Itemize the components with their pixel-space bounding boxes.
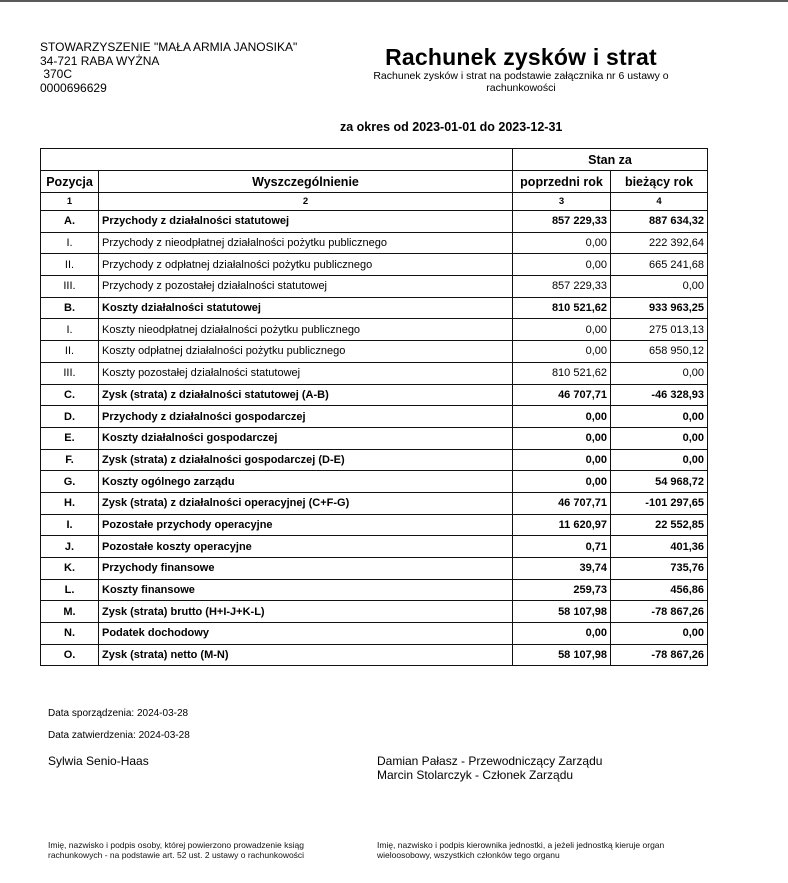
row-previous-year-value: 857 229,33 xyxy=(513,276,611,298)
row-previous-year-value: 58 107,98 xyxy=(513,601,611,623)
accountant-note-line2: rachunkowych - na podstawie art. 52 ust. 2 ustawy o rachunkowości xyxy=(48,850,305,860)
organization-name: STOWARZYSZENIE "MAŁA ARMIA JANOSIKA" xyxy=(40,40,298,54)
row-position: E. xyxy=(41,427,99,449)
board-note-line2: wieloosobowy, wszystkich członków tego organu xyxy=(377,850,560,860)
organization-krs: 0000696629 xyxy=(40,80,107,95)
table-row xyxy=(41,254,708,276)
row-current-year-value: 887 634,32 xyxy=(611,211,708,233)
board-signature-note xyxy=(377,840,664,860)
row-previous-year-value: 46 707,71 xyxy=(513,384,611,406)
row-previous-year-value: 0,00 xyxy=(513,232,611,254)
organization-address-line1: 34-721 RABA WYŻNA xyxy=(40,53,160,68)
row-description: Koszty nieodpłatnej działalności pożytku publicznego xyxy=(99,319,513,341)
row-previous-year-value: 810 521,62 xyxy=(513,297,611,319)
page-subtitle: Rachunek zysków i strat na podstawie załącznika nr 6 ustawy o rachunkowości xyxy=(373,70,669,94)
row-position: II. xyxy=(41,254,99,276)
table-row xyxy=(41,427,708,449)
row-description: Przychody z nieodpłatnej działalności pożytku publicznego xyxy=(99,232,513,254)
table-row xyxy=(41,644,708,666)
row-position: D. xyxy=(41,406,99,428)
row-current-year-value: 222 392,64 xyxy=(611,232,708,254)
row-description: Przychody z pozostałej działalności statutowej xyxy=(99,276,513,298)
title-block xyxy=(352,44,690,94)
table-column-header-row xyxy=(41,171,708,193)
board-signatures xyxy=(377,755,602,782)
table-row xyxy=(41,211,708,233)
row-previous-year-value: 58 107,98 xyxy=(513,644,611,666)
row-description: Podatek dochodowy xyxy=(99,623,513,645)
row-current-year-value: 275 013,13 xyxy=(611,319,708,341)
table-row xyxy=(41,471,708,493)
table-row xyxy=(41,579,708,601)
row-description: Pozostałe koszty operacyjne xyxy=(99,536,513,558)
row-position: A. xyxy=(41,211,99,233)
row-position: O. xyxy=(41,644,99,666)
organization-address-line2: 370C xyxy=(40,67,73,81)
row-position: H. xyxy=(41,492,99,514)
row-description: Koszty działalności statutowej xyxy=(99,297,513,319)
row-previous-year-value: 0,00 xyxy=(513,319,611,341)
table-row xyxy=(41,276,708,298)
row-previous-year-value: 11 620,97 xyxy=(513,514,611,536)
row-current-year-value: -101 297,65 xyxy=(611,492,708,514)
table-row xyxy=(41,297,708,319)
accountant-signature-note xyxy=(48,840,304,860)
column-header-pozycja: Pozycja xyxy=(41,171,99,193)
reporting-period: za okres od 2023-01-01 do 2023-12-31 xyxy=(340,120,563,134)
row-position: N. xyxy=(41,623,99,645)
table-row xyxy=(41,514,708,536)
row-previous-year-value: 0,00 xyxy=(513,406,611,428)
row-description: Koszty pozostałej działalności statutowej xyxy=(99,362,513,384)
row-description: Koszty finansowe xyxy=(99,579,513,601)
table-row xyxy=(41,232,708,254)
row-position: F. xyxy=(41,449,99,471)
row-position: C. xyxy=(41,384,99,406)
row-description: Koszty ogólnego zarządu xyxy=(99,471,513,493)
row-description: Zysk (strata) brutto (H+I-J+K-L) xyxy=(99,601,513,623)
row-current-year-value: 0,00 xyxy=(611,276,708,298)
page-top-border xyxy=(0,0,788,2)
row-position: I. xyxy=(41,514,99,536)
table-row xyxy=(41,601,708,623)
table-group-header-row xyxy=(41,149,708,171)
row-previous-year-value: 46 707,71 xyxy=(513,492,611,514)
row-current-year-value: 933 963,25 xyxy=(611,297,708,319)
table-row xyxy=(41,341,708,363)
row-current-year-value: -46 328,93 xyxy=(611,384,708,406)
row-previous-year-value: 0,00 xyxy=(513,254,611,276)
row-position: B. xyxy=(41,297,99,319)
row-position: L. xyxy=(41,579,99,601)
row-current-year-value: 735,76 xyxy=(611,558,708,580)
row-current-year-value: 0,00 xyxy=(611,362,708,384)
table-row xyxy=(41,384,708,406)
date-prepared: Data sporządzenia: 2024-03-28 xyxy=(48,708,189,719)
row-description: Zysk (strata) z działalności operacyjnej (C+F-G) xyxy=(99,492,513,514)
row-previous-year-value: 0,00 xyxy=(513,427,611,449)
table-row xyxy=(41,623,708,645)
row-position: I. xyxy=(41,232,99,254)
column-header-biezacy-rok: bieżący rok xyxy=(611,171,708,193)
row-position: J. xyxy=(41,536,99,558)
row-previous-year-value: 0,71 xyxy=(513,536,611,558)
row-current-year-value: 0,00 xyxy=(611,406,708,428)
page-title: Rachunek zysków i strat xyxy=(385,44,657,70)
row-description: Przychody finansowe xyxy=(99,558,513,580)
row-previous-year-value: 39,74 xyxy=(513,558,611,580)
row-current-year-value: -78 867,26 xyxy=(611,601,708,623)
row-current-year-value: 401,36 xyxy=(611,536,708,558)
row-previous-year-value: 857 229,33 xyxy=(513,211,611,233)
row-position: III. xyxy=(41,276,99,298)
row-position: K. xyxy=(41,558,99,580)
table-row xyxy=(41,406,708,428)
row-description: Zysk (strata) z działalności gospodarczej (D-E) xyxy=(99,449,513,471)
column-number-2: 2 xyxy=(99,193,513,211)
accountant-note-line1: Imię, nazwisko i podpis osoby, której powierzono prowadzenie ksiąg xyxy=(48,840,304,850)
row-previous-year-value: 259,73 xyxy=(513,579,611,601)
board-member-2: Marcin Stolarczyk - Członek Zarządu xyxy=(377,767,574,782)
date-approved: Data zatwierdzenia: 2024-03-28 xyxy=(48,730,190,741)
column-header-poprzedni-rok: poprzedni rok xyxy=(513,171,611,193)
row-current-year-value: 0,00 xyxy=(611,449,708,471)
row-position: G. xyxy=(41,471,99,493)
row-current-year-value: 456,86 xyxy=(611,579,708,601)
row-position: III. xyxy=(41,362,99,384)
row-description: Zysk (strata) z działalności statutowej (A-B) xyxy=(99,384,513,406)
table-header-stan-za: Stan za xyxy=(513,149,708,171)
column-number-4: 4 xyxy=(611,193,708,211)
row-previous-year-value: 0,00 xyxy=(513,471,611,493)
row-current-year-value: 22 552,85 xyxy=(611,514,708,536)
row-description: Pozostałe przychody operacyjne xyxy=(99,514,513,536)
row-current-year-value: 0,00 xyxy=(611,623,708,645)
accountant-name: Sylwia Senio-Haas xyxy=(48,754,149,768)
row-description: Zysk (strata) netto (M-N) xyxy=(99,644,513,666)
row-description: Przychody z działalności gospodarczej xyxy=(99,406,513,428)
row-description: Przychody z odpłatnej działalności pożytku publicznego xyxy=(99,254,513,276)
table-column-number-row xyxy=(41,193,708,211)
row-previous-year-value: 810 521,62 xyxy=(513,362,611,384)
row-current-year-value: 658 950,12 xyxy=(611,341,708,363)
row-description: Przychody z działalności statutowej xyxy=(99,211,513,233)
row-current-year-value: 665 241,68 xyxy=(611,254,708,276)
column-number-1: 1 xyxy=(41,193,99,211)
row-position: I. xyxy=(41,319,99,341)
board-note-line1: Imię, nazwisko i podpis kierownika jednostki, a jeżeli jednostką kieruje organ xyxy=(377,840,665,850)
table-row xyxy=(41,558,708,580)
row-current-year-value: 54 968,72 xyxy=(611,471,708,493)
column-number-3: 3 xyxy=(513,193,611,211)
table-row xyxy=(41,492,708,514)
row-previous-year-value: 0,00 xyxy=(513,341,611,363)
row-description: Koszty działalności gospodarczej xyxy=(99,427,513,449)
income-statement-table xyxy=(40,148,708,666)
table-row xyxy=(41,449,708,471)
row-description: Koszty odpłatnej działalności pożytku publicznego xyxy=(99,341,513,363)
row-position: M. xyxy=(41,601,99,623)
row-previous-year-value: 0,00 xyxy=(513,623,611,645)
row-previous-year-value: 0,00 xyxy=(513,449,611,471)
row-position: II. xyxy=(41,341,99,363)
table-row xyxy=(41,536,708,558)
board-member-1: Damian Pałasz - Przewodniczący Zarządu xyxy=(377,754,603,768)
row-current-year-value: -78 867,26 xyxy=(611,644,708,666)
organization-block xyxy=(40,41,297,95)
column-header-wyszczegolnienie: Wyszczególnienie xyxy=(99,171,513,193)
row-current-year-value: 0,00 xyxy=(611,427,708,449)
table-row xyxy=(41,319,708,341)
table-row xyxy=(41,362,708,384)
table-header-blank xyxy=(41,149,513,171)
